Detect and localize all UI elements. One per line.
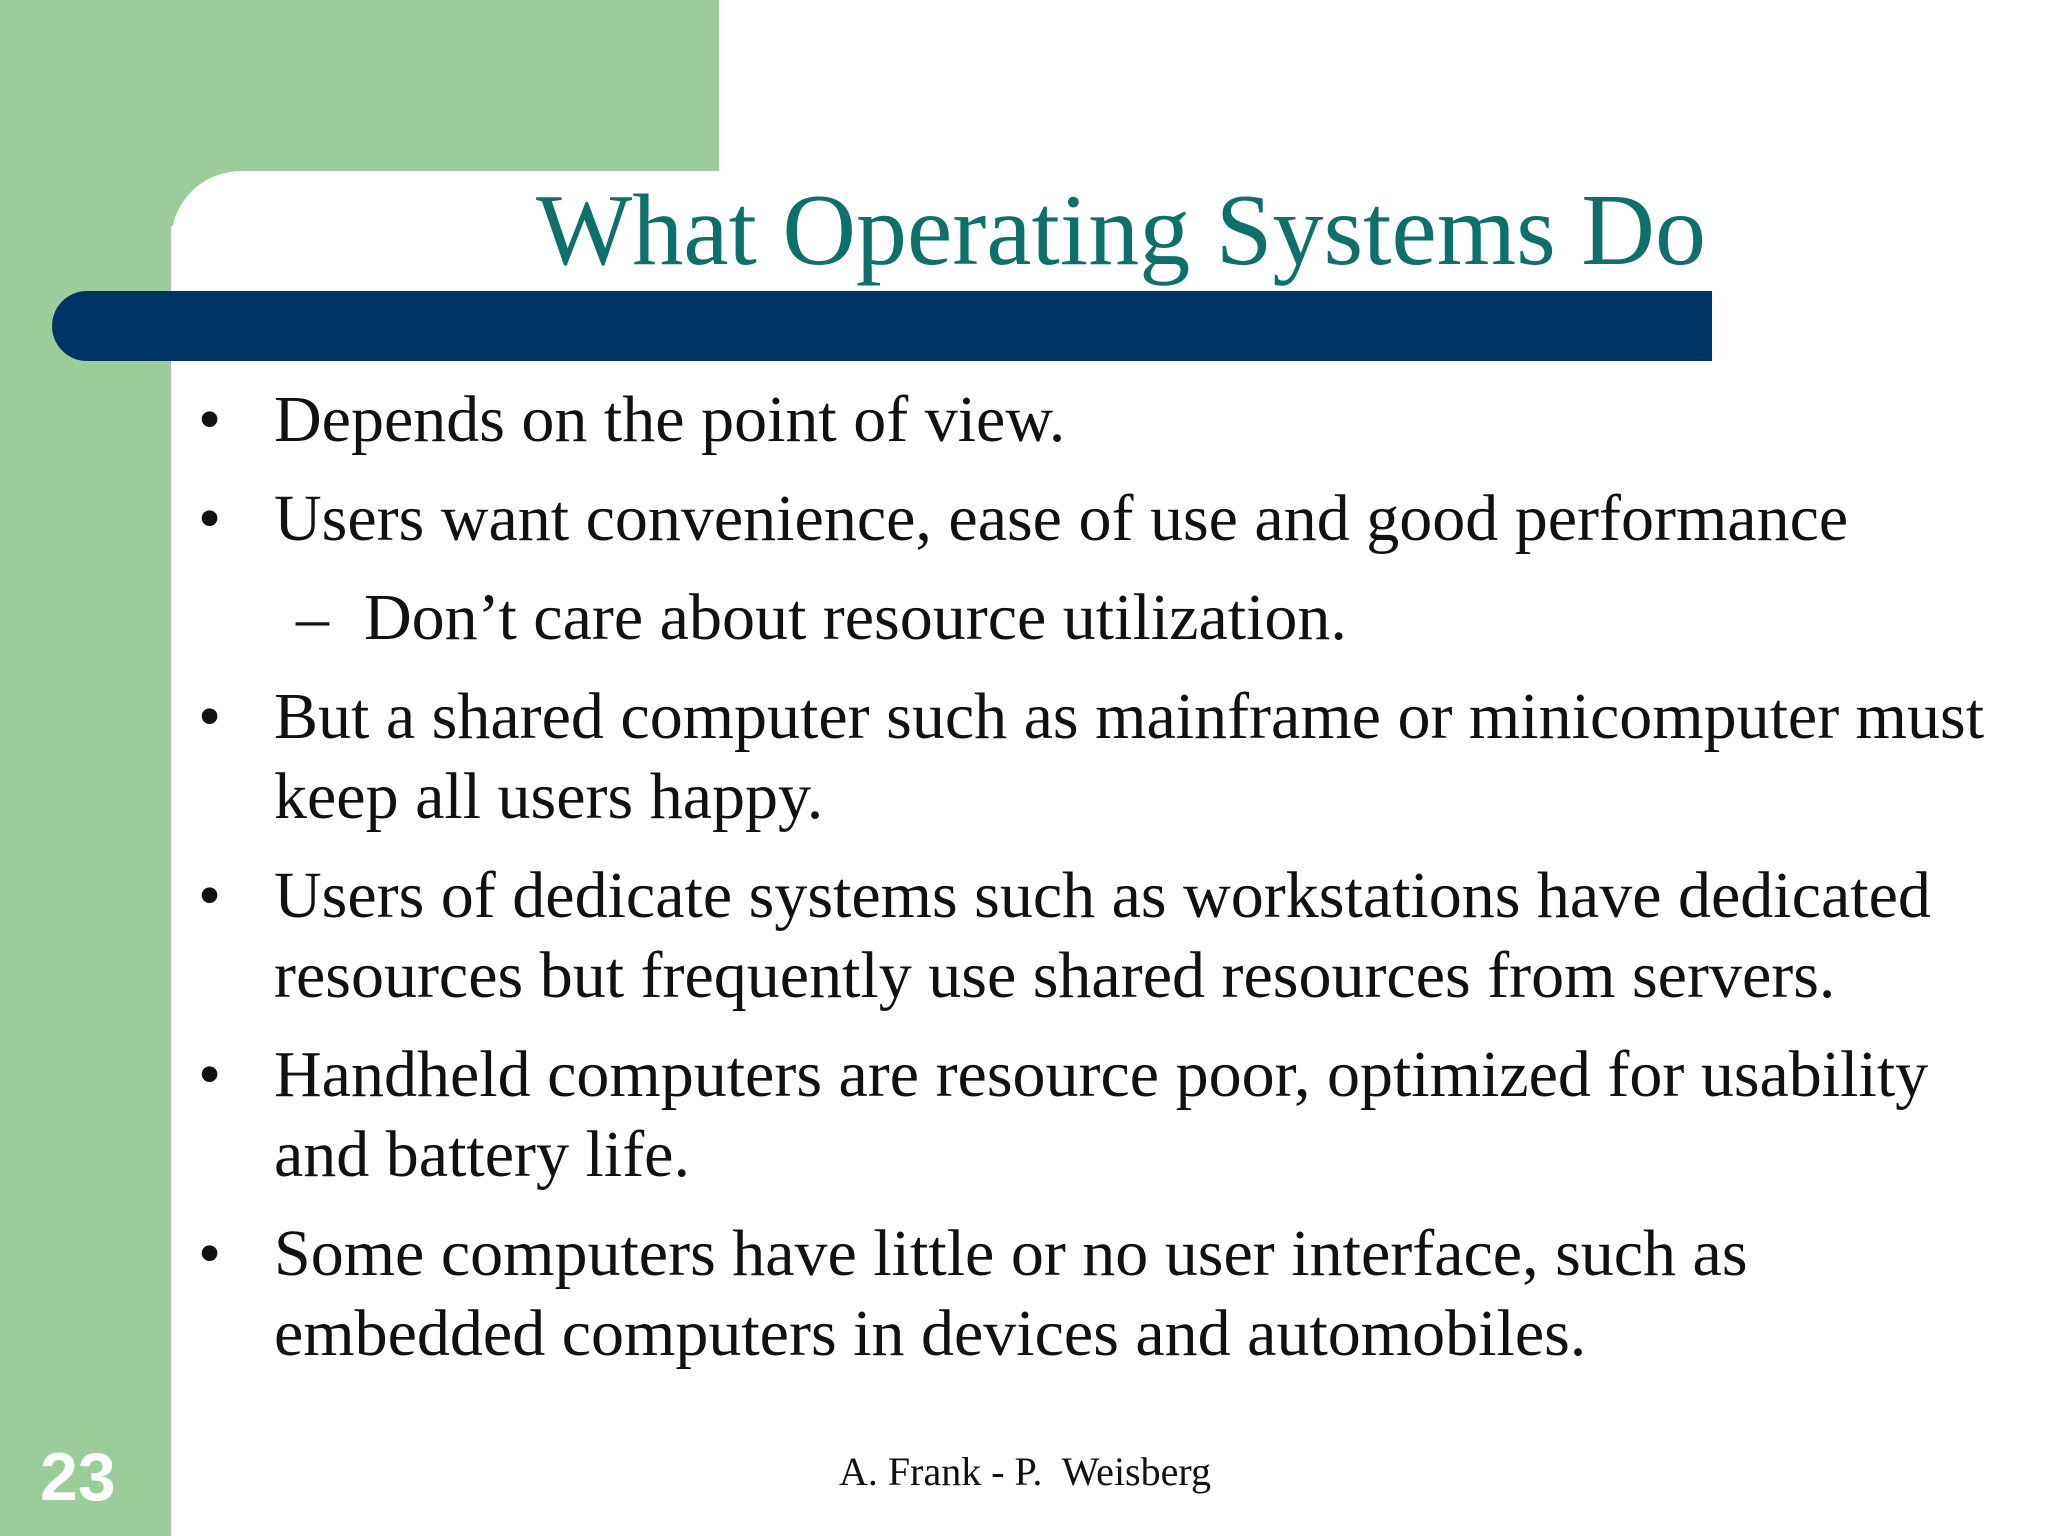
left-sidebar-band	[0, 0, 171, 1536]
bullet-item	[190, 1035, 2010, 1195]
bullet-marker: •	[198, 383, 222, 456]
bullet-list	[190, 380, 2010, 1393]
bullet-marker: •	[198, 1038, 222, 1111]
bullet-marker: •	[198, 859, 222, 932]
dash-marker: –	[296, 581, 329, 654]
bullet-item	[190, 1214, 2010, 1374]
bullet-marker: •	[198, 680, 222, 753]
bullet-item	[190, 677, 2010, 837]
bullet-text: Users of dedicate systems such as workstations have dedicated resources but frequently use shared resources from servers.	[274, 859, 1931, 1012]
bullet-marker: •	[198, 1217, 222, 1290]
bullet-item	[190, 380, 2010, 460]
sub-bullet-item	[190, 578, 2010, 658]
slide-number: 23	[40, 1439, 116, 1515]
bullet-item	[190, 856, 2010, 1016]
title-underline-bar	[52, 291, 1712, 361]
footer-authors: A. Frank - P. Weisberg	[839, 1449, 1211, 1494]
slide-title: What Operating Systems Do	[536, 174, 1706, 287]
bullet-item	[190, 479, 2010, 559]
bullet-text: Users want convenience, ease of use and good performance	[274, 482, 1849, 555]
sub-bullet-text: Don’t care about resource utilization.	[364, 581, 1347, 654]
bullet-text: But a shared computer such as mainframe or minicomputer must keep all users happy.	[274, 680, 1985, 833]
bullet-text: Some computers have little or no user interface, such as embedded computers in devices and automobiles.	[274, 1217, 1748, 1370]
bullet-text: Handheld computers are resource poor, optimized for usability and battery life.	[274, 1038, 1929, 1191]
bullet-marker: •	[198, 482, 222, 555]
bullet-text: Depends on the point of view.	[274, 383, 1066, 456]
